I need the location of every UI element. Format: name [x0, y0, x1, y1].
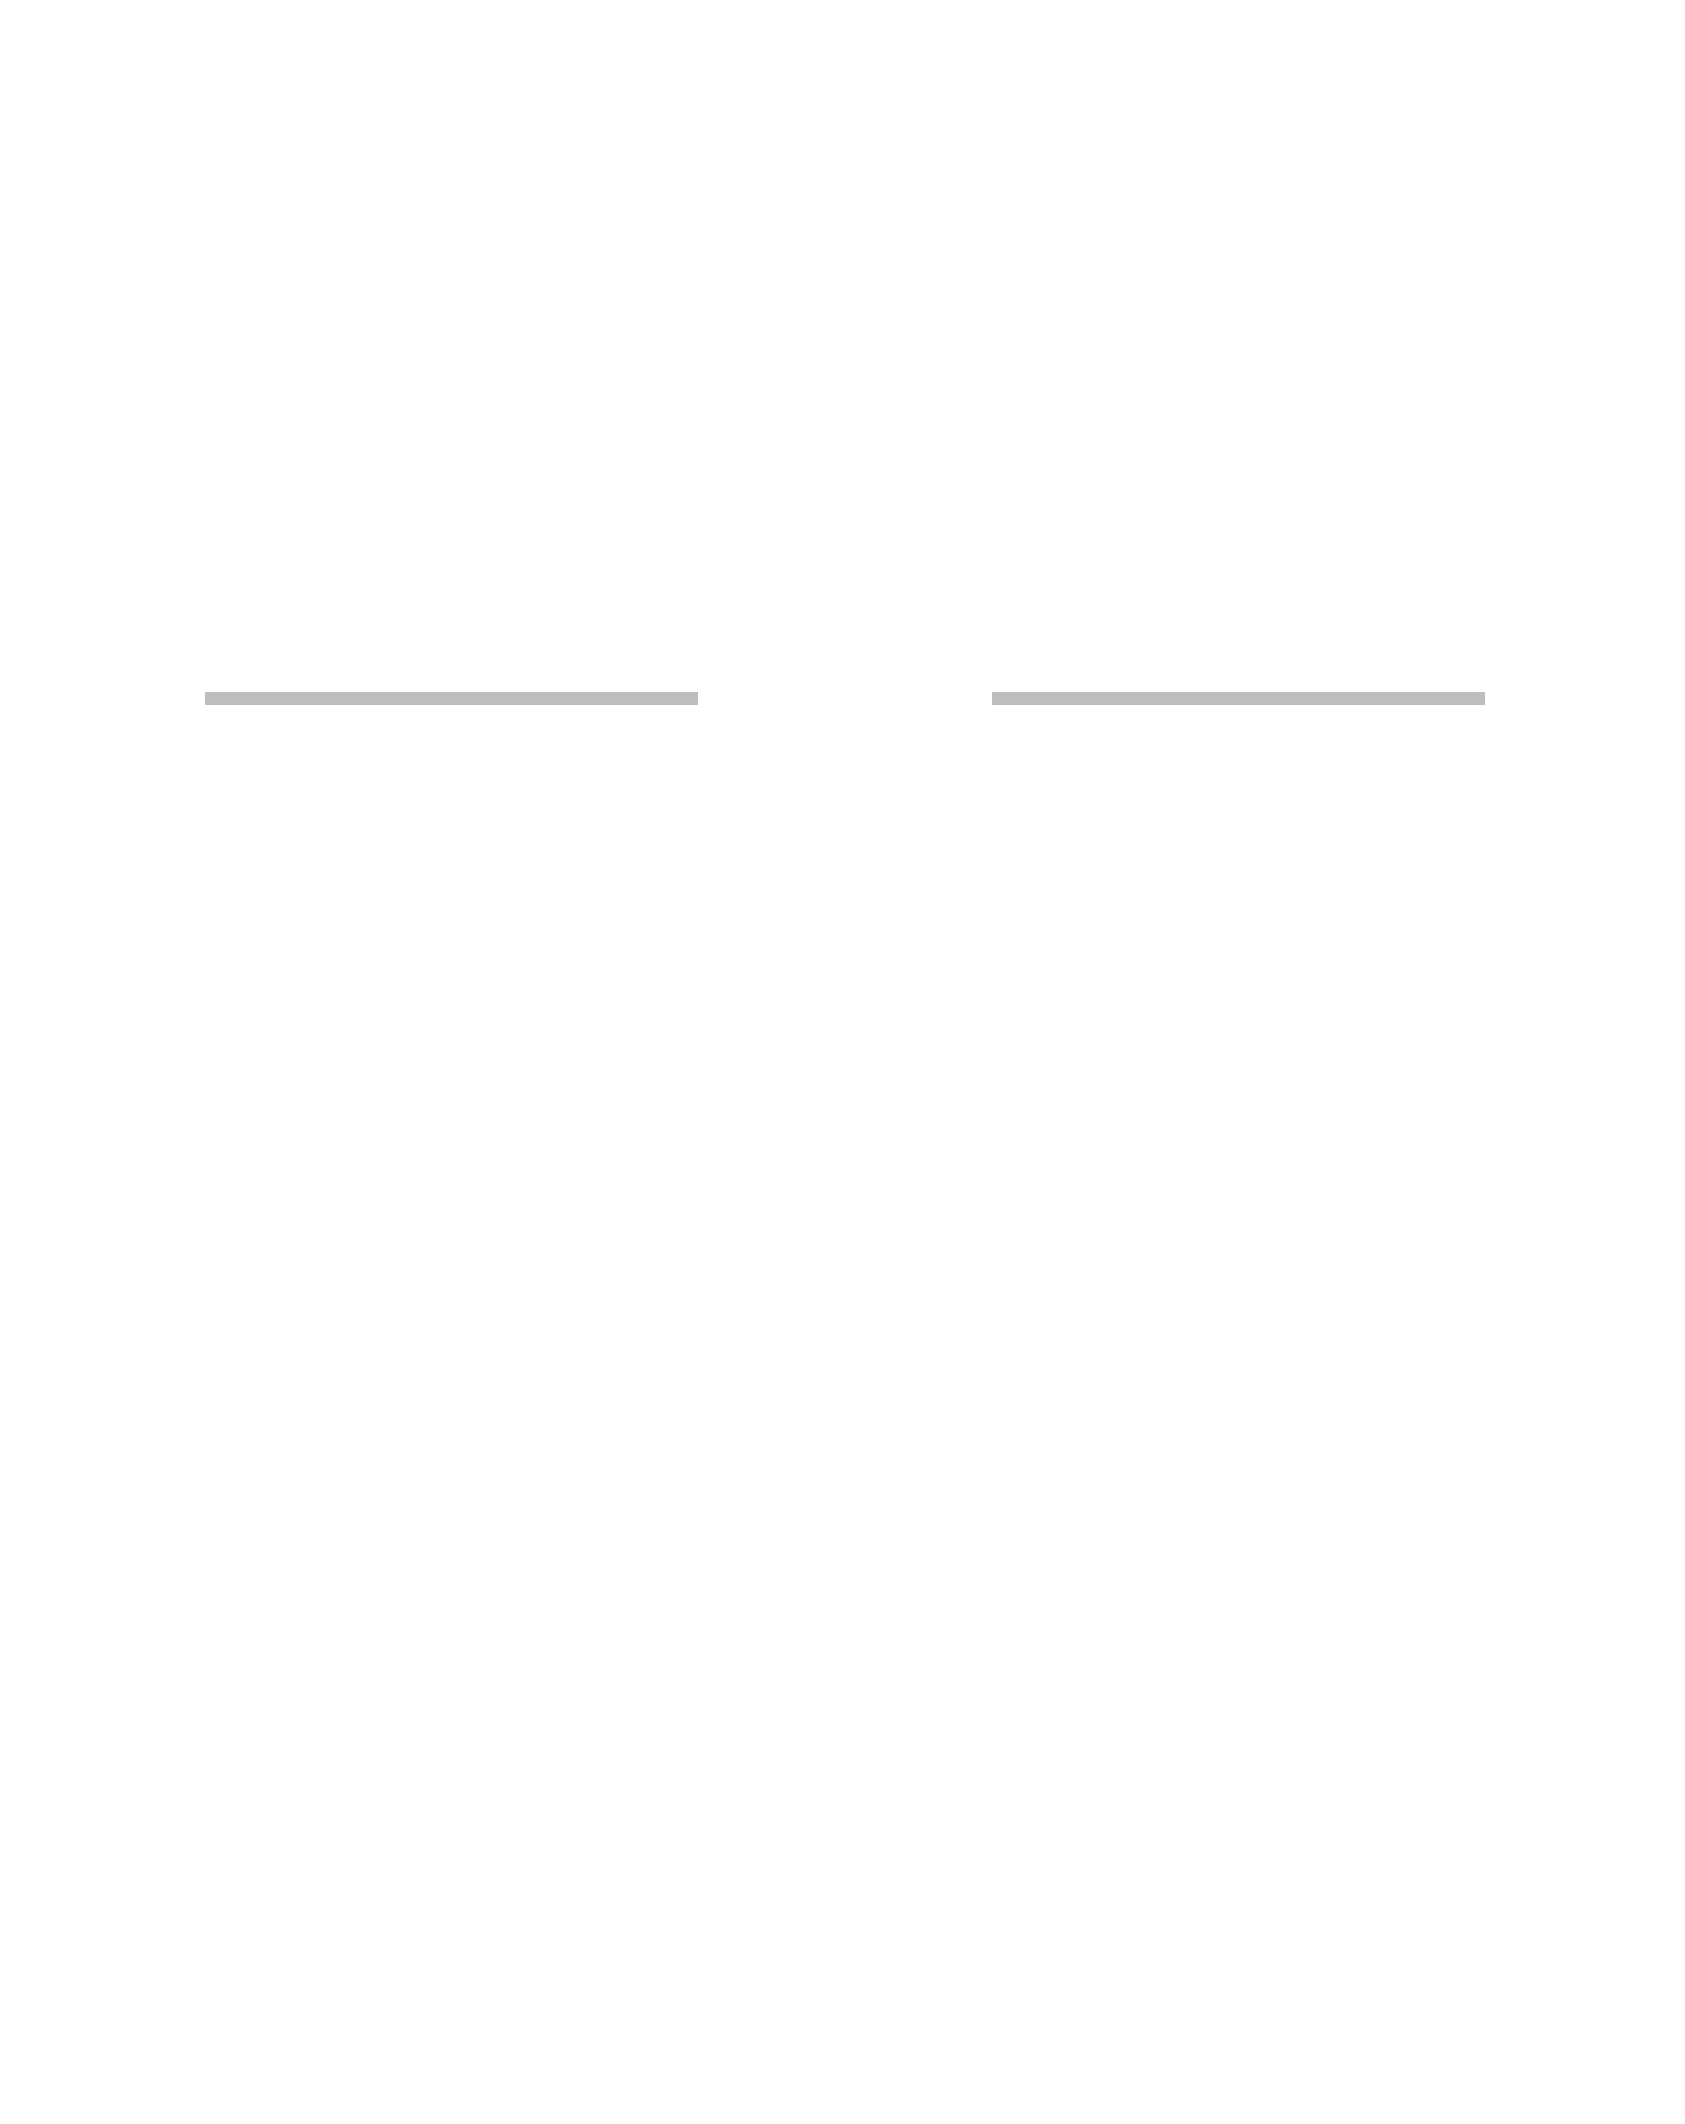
part-heading-rule-right — [992, 692, 1485, 705]
running-head — [1435, 86, 1465, 116]
part-heading — [205, 672, 1485, 722]
part-heading-rule-left — [205, 692, 698, 705]
